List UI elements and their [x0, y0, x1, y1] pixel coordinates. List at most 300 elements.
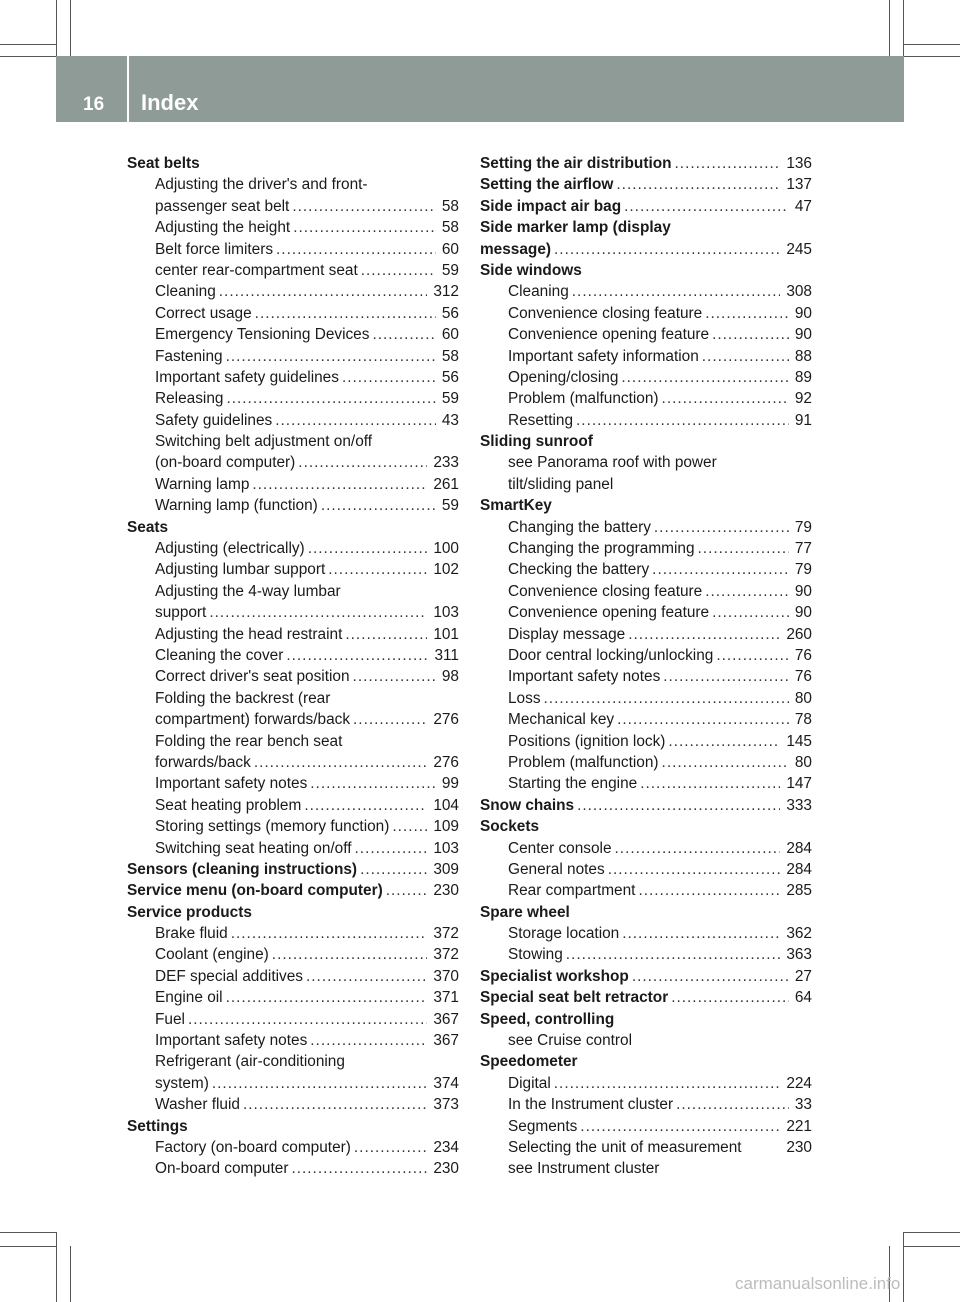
index-subentry — [480, 1094, 812, 1115]
dot-leader — [554, 1073, 781, 1094]
dot-leader — [615, 838, 781, 859]
entry-label: Switching belt adjustment on/off — [155, 433, 373, 451]
index-subentry — [480, 410, 812, 431]
index-heading — [480, 902, 812, 923]
index-subentry — [480, 645, 812, 666]
page-reference: 76 — [794, 646, 812, 664]
dot-leader — [209, 602, 427, 623]
index-subentry — [127, 709, 459, 730]
index-subentry — [127, 752, 459, 773]
entry-label: Fastening — [155, 347, 223, 365]
dot-leader — [621, 367, 789, 388]
dot-leader — [668, 731, 780, 752]
index-subentry — [480, 388, 812, 409]
index-subentry — [127, 452, 459, 473]
index-subentry — [480, 346, 812, 367]
dot-leader — [702, 346, 789, 367]
index-subentry — [480, 517, 812, 538]
index-subentry — [127, 196, 459, 217]
index-subentry — [127, 688, 459, 709]
index-subentry — [480, 602, 812, 623]
entry-label: In the Instrument cluster — [508, 1096, 674, 1114]
crop-mark — [904, 1246, 960, 1247]
index-subentry — [127, 602, 459, 623]
index-subentry — [480, 944, 812, 965]
page-reference: 90 — [794, 326, 812, 344]
index-subentry — [480, 452, 812, 473]
entry-label: Engine oil — [155, 989, 223, 1007]
index-subentry — [127, 666, 459, 687]
entry-label: Cleaning — [508, 283, 569, 301]
dot-leader — [226, 388, 435, 409]
dot-leader — [622, 923, 780, 944]
dot-leader — [662, 388, 789, 409]
page-number: 16 — [83, 94, 105, 115]
entry-label: message) — [480, 240, 552, 258]
index-subentry — [480, 281, 812, 302]
crop-mark — [56, 1232, 57, 1302]
entry-label: Brake fluid — [155, 925, 228, 943]
index-heading — [127, 902, 459, 923]
index-heading — [480, 196, 812, 217]
index-subentry — [127, 559, 459, 580]
page-reference: 47 — [794, 197, 812, 215]
crop-mark — [0, 1246, 56, 1247]
dot-leader — [304, 795, 427, 816]
index-subentry — [127, 474, 459, 495]
entry-label: On-board computer — [155, 1160, 289, 1178]
dot-leader — [544, 688, 789, 709]
index-heading — [480, 217, 812, 238]
index-subentry — [480, 559, 812, 580]
page-reference: 230 — [433, 882, 459, 900]
index-heading — [127, 859, 459, 880]
page-reference: 261 — [433, 475, 459, 493]
index-subentry — [127, 174, 459, 195]
entry-label: Storage location — [508, 925, 620, 943]
page-reference: 136 — [786, 155, 812, 172]
crop-mark — [889, 0, 890, 56]
index-heading — [480, 1051, 812, 1072]
entry-label: Emergency Tensioning Devices — [155, 326, 370, 344]
dot-leader — [638, 880, 780, 901]
page-reference: 58 — [441, 219, 459, 237]
entry-label: Sliding sunroof — [480, 433, 593, 451]
entry-label: Selecting the unit of measurement — [508, 1138, 742, 1156]
page-reference: 103 — [433, 839, 459, 857]
crop-mark — [903, 0, 904, 56]
dot-leader — [361, 260, 436, 281]
page-reference: 59 — [441, 390, 459, 408]
header-divider — [127, 56, 129, 122]
dot-leader — [624, 196, 789, 217]
index-subentry — [480, 688, 812, 709]
index-subentry — [480, 324, 812, 345]
index-subentry — [127, 388, 459, 409]
page-reference: 79 — [794, 518, 812, 536]
page-reference: 245 — [786, 240, 812, 258]
page-reference: 104 — [433, 796, 459, 814]
entry-label: Segments — [508, 1117, 578, 1135]
index-subentry — [480, 581, 812, 602]
page-reference: 309 — [433, 860, 459, 878]
footer-watermark: carmanualsonline.info — [735, 1274, 901, 1293]
index-subentry — [480, 838, 812, 859]
entry-label: Adjusting the head restraint — [155, 625, 343, 643]
index-heading — [480, 987, 812, 1008]
index-column-right — [480, 153, 812, 1180]
crop-mark — [0, 1232, 56, 1233]
page-reference: 363 — [786, 946, 812, 964]
entry-label: Adjusting the height — [155, 219, 291, 237]
index-subentry — [127, 944, 459, 965]
entry-label: Sensors (cleaning instructions) — [127, 860, 358, 878]
index-subentry — [127, 1073, 459, 1094]
entry-label: Folding the rear bench seat — [155, 732, 343, 750]
entry-label: Speed, controlling — [480, 1010, 615, 1028]
dot-leader — [293, 217, 436, 238]
index-subentry — [127, 645, 459, 666]
index-subentry — [480, 1158, 812, 1179]
page-reference: 276 — [433, 711, 459, 729]
dot-leader — [566, 944, 781, 965]
index-subentry — [127, 987, 459, 1008]
crop-mark — [904, 1232, 960, 1233]
page-reference: 374 — [433, 1074, 459, 1092]
entry-label: Convenience opening feature — [508, 326, 710, 344]
dot-leader — [353, 709, 427, 730]
entry-label: Snow chains — [480, 796, 575, 814]
entry-label: Starting the engine — [508, 775, 638, 793]
crop-mark — [904, 44, 960, 45]
page-reference: 284 — [786, 839, 812, 857]
dot-leader — [275, 410, 436, 431]
page-reference: 284 — [786, 860, 812, 878]
entry-label: Seat heating problem — [155, 796, 302, 814]
page-reference: 76 — [794, 668, 812, 686]
index-heading — [480, 431, 812, 452]
index-subentry — [127, 239, 459, 260]
page-reference: 92 — [794, 390, 812, 408]
index-subentry — [127, 217, 459, 238]
entry-label: Problem (malfunction) — [508, 390, 659, 408]
index-subentry — [127, 1009, 459, 1030]
entry-label: Door central locking/unlocking — [508, 646, 714, 664]
page-reference: 370 — [433, 967, 459, 985]
entry-label: Warning lamp — [155, 475, 250, 493]
page-reference: 89 — [794, 368, 812, 386]
index-subentry — [127, 966, 459, 987]
index-subentry — [127, 1030, 459, 1051]
page-reference: 103 — [433, 604, 459, 622]
dot-leader — [255, 303, 436, 324]
page-reference: 58 — [441, 197, 459, 215]
index-subentry — [480, 773, 812, 794]
entry-label: Changing the battery — [508, 518, 651, 536]
entry-label: Specialist workshop — [480, 967, 629, 985]
index-subentry — [127, 624, 459, 645]
entry-label: Stowing — [508, 946, 563, 964]
index-column-left — [127, 153, 459, 1180]
index-subentry — [480, 923, 812, 944]
page-reference: 137 — [786, 176, 812, 194]
index-subentry — [127, 367, 459, 388]
page-reference: 333 — [786, 796, 812, 814]
dot-leader — [572, 281, 781, 302]
page-reference: 79 — [794, 561, 812, 579]
entry-label: Setting the air distribution — [480, 155, 672, 172]
entry-label: system) — [155, 1074, 209, 1092]
page-reference: 145 — [786, 732, 812, 750]
dot-leader — [628, 624, 780, 645]
entry-label: Safety guidelines — [155, 411, 273, 429]
entry-label: Factory (on-board computer) — [155, 1138, 351, 1156]
dot-leader — [310, 1030, 427, 1051]
crop-mark — [56, 0, 57, 56]
entry-label: Resetting — [508, 411, 574, 429]
entry-label: Seat belts — [127, 155, 200, 172]
dot-leader — [226, 346, 436, 367]
dot-leader — [712, 602, 789, 623]
crop-mark — [903, 1232, 904, 1302]
page-reference: 60 — [441, 240, 459, 258]
page-reference: 109 — [433, 818, 459, 836]
dot-leader — [712, 324, 789, 345]
entry-label: Switching seat heating on/off — [155, 839, 352, 857]
entry-label: Storing settings (memory function) — [155, 818, 390, 836]
index-subentry — [480, 474, 812, 495]
dot-leader — [705, 303, 789, 324]
page-reference: 59 — [441, 497, 459, 515]
dot-leader — [212, 1073, 427, 1094]
dot-leader — [554, 239, 780, 260]
page-reference: 373 — [433, 1096, 459, 1114]
dot-leader — [308, 538, 428, 559]
page-reference: 56 — [441, 304, 459, 322]
dot-leader — [577, 795, 780, 816]
page-reference: 233 — [433, 454, 459, 472]
entry-label: Convenience closing feature — [508, 582, 703, 600]
page-reference: 27 — [794, 967, 812, 985]
entry-label: Side windows — [480, 261, 582, 279]
entry-label: Positions (ignition lock) — [508, 732, 666, 750]
page-reference: 234 — [433, 1138, 459, 1156]
crop-mark — [70, 0, 71, 56]
entry-label: Service menu (on-board computer) — [127, 882, 383, 900]
page-reference: 78 — [794, 711, 812, 729]
page-reference: 43 — [441, 411, 459, 429]
entry-label: SmartKey — [480, 497, 552, 515]
page-reference: 60 — [441, 326, 459, 344]
page-reference: 367 — [433, 1010, 459, 1028]
index-subentry — [127, 260, 459, 281]
entry-label: Sockets — [480, 818, 540, 836]
page-reference: 224 — [786, 1074, 812, 1092]
entry-label: Special seat belt retractor — [480, 989, 669, 1007]
entry-label: Belt force limiters — [155, 240, 274, 258]
entry-label: Adjusting lumbar support — [155, 561, 326, 579]
page-reference: 64 — [794, 989, 812, 1007]
entry-label: Speedometer — [480, 1053, 578, 1071]
index-subentry — [480, 1137, 812, 1158]
dot-leader — [392, 816, 427, 837]
index-subentry — [480, 538, 812, 559]
index-heading — [127, 1116, 459, 1137]
page-reference: 285 — [786, 882, 812, 900]
index-subentry — [480, 880, 812, 901]
entry-label: Side marker lamp (display — [480, 219, 671, 237]
page-reference: 101 — [433, 625, 459, 643]
entry-label: tilt/sliding panel — [508, 475, 614, 493]
page-reference: 102 — [433, 561, 459, 579]
entry-label: Important safety guidelines — [155, 368, 339, 386]
index-heading — [127, 880, 459, 901]
entry-label: Cleaning — [155, 283, 216, 301]
entry-label: General notes — [508, 860, 605, 878]
dot-leader — [576, 410, 789, 431]
dot-leader — [616, 174, 780, 195]
index-subentry — [127, 838, 459, 859]
index-subentry — [127, 346, 459, 367]
index-subentry — [127, 816, 459, 837]
index-heading — [480, 153, 812, 174]
entry-label: Important safety notes — [508, 668, 661, 686]
dot-leader — [243, 1094, 427, 1115]
index-subentry — [480, 859, 812, 880]
entry-label: Fuel — [155, 1010, 185, 1028]
entry-label: Side impact air bag — [480, 197, 622, 215]
dot-leader — [254, 752, 428, 773]
index-heading — [480, 816, 812, 837]
crop-mark — [904, 56, 960, 57]
dot-leader — [662, 752, 789, 773]
index-subentry — [127, 431, 459, 452]
dot-leader — [675, 153, 781, 174]
entry-label: Convenience opening feature — [508, 604, 710, 622]
index-heading — [480, 239, 812, 260]
dot-leader — [354, 1137, 427, 1158]
index-subentry — [480, 303, 812, 324]
page-reference: 221 — [786, 1117, 812, 1135]
dot-leader — [654, 517, 789, 538]
index-subentry — [480, 731, 812, 752]
page-reference: 80 — [794, 689, 812, 707]
page-reference: 91 — [794, 411, 812, 429]
page-reference: 147 — [786, 775, 812, 793]
dot-leader — [608, 859, 781, 880]
index-subentry — [480, 367, 812, 388]
page-title: Index — [141, 90, 199, 115]
entry-label: Spare wheel — [480, 903, 570, 921]
dot-leader — [345, 624, 427, 645]
dot-leader — [386, 880, 428, 901]
entry-label: Important safety information — [508, 347, 699, 365]
entry-label: passenger seat belt — [155, 197, 290, 215]
index-heading — [480, 1009, 812, 1030]
page-reference: 372 — [433, 946, 459, 964]
entry-label: center rear-compartment seat — [155, 261, 358, 279]
index-subentry — [127, 731, 459, 752]
dot-leader — [292, 196, 436, 217]
entry-label: Warning lamp (function) — [155, 497, 318, 515]
dot-leader — [306, 966, 427, 987]
page-reference: 230 — [433, 1160, 459, 1178]
dot-leader — [698, 538, 789, 559]
index-subentry — [127, 1094, 459, 1115]
crop-mark — [70, 1246, 71, 1302]
index-subentry — [127, 281, 459, 302]
index-subentry — [127, 923, 459, 944]
dot-leader — [355, 838, 428, 859]
index-heading — [127, 517, 459, 538]
entry-label: Convenience closing feature — [508, 304, 703, 322]
entry-label: Adjusting the driver's and front- — [155, 176, 368, 194]
dot-leader — [272, 944, 428, 965]
dot-leader — [353, 666, 436, 687]
dot-leader — [291, 1158, 427, 1179]
entry-label: Correct usage — [155, 304, 252, 322]
dot-leader — [663, 666, 789, 687]
entry-label: Rear compartment — [508, 882, 636, 900]
index-subentry — [480, 666, 812, 687]
page-reference: 90 — [794, 582, 812, 600]
entry-label: compartment) forwards/back — [155, 711, 351, 729]
dot-leader — [716, 645, 789, 666]
dot-leader — [286, 645, 428, 666]
dot-leader — [310, 773, 436, 794]
entry-label: Settings — [127, 1117, 188, 1135]
entry-label: Important safety notes — [155, 775, 308, 793]
dot-leader — [671, 987, 789, 1008]
index-heading — [127, 153, 459, 174]
entry-label: Service products — [127, 903, 252, 921]
dot-leader — [632, 966, 789, 987]
index-subentry — [127, 303, 459, 324]
entry-label: Seats — [127, 518, 169, 536]
crop-mark — [0, 44, 56, 45]
page-reference: 90 — [794, 604, 812, 622]
index-heading — [480, 260, 812, 281]
index-subentry — [480, 709, 812, 730]
entry-label: Digital — [508, 1074, 551, 1092]
page-reference: 88 — [794, 347, 812, 365]
page-reference: 312 — [433, 283, 459, 301]
entry-label: Adjusting the 4-way lumbar — [155, 582, 341, 600]
index-subentry — [127, 1158, 459, 1179]
entry-label: Adjusting (electrically) — [155, 540, 305, 558]
entry-label: Washer fluid — [155, 1096, 240, 1114]
entry-label: see Instrument cluster — [508, 1160, 660, 1178]
dot-leader — [640, 773, 780, 794]
dot-leader — [298, 452, 427, 473]
index-subentry — [127, 773, 459, 794]
page-reference: 100 — [433, 540, 459, 558]
dot-leader — [652, 559, 789, 580]
dot-leader — [188, 1009, 427, 1030]
dot-leader — [231, 923, 428, 944]
dot-leader — [219, 281, 428, 302]
entry-label: Cleaning the cover — [155, 646, 284, 664]
index-subentry — [480, 624, 812, 645]
entry-label: Display message — [508, 625, 626, 643]
index-subentry — [480, 1116, 812, 1137]
index-subentry — [127, 324, 459, 345]
dot-leader — [342, 367, 436, 388]
index-subentry — [480, 1073, 812, 1094]
index-subentry — [127, 1137, 459, 1158]
page-reference: 59 — [441, 261, 459, 279]
page-reference: 80 — [794, 753, 812, 771]
